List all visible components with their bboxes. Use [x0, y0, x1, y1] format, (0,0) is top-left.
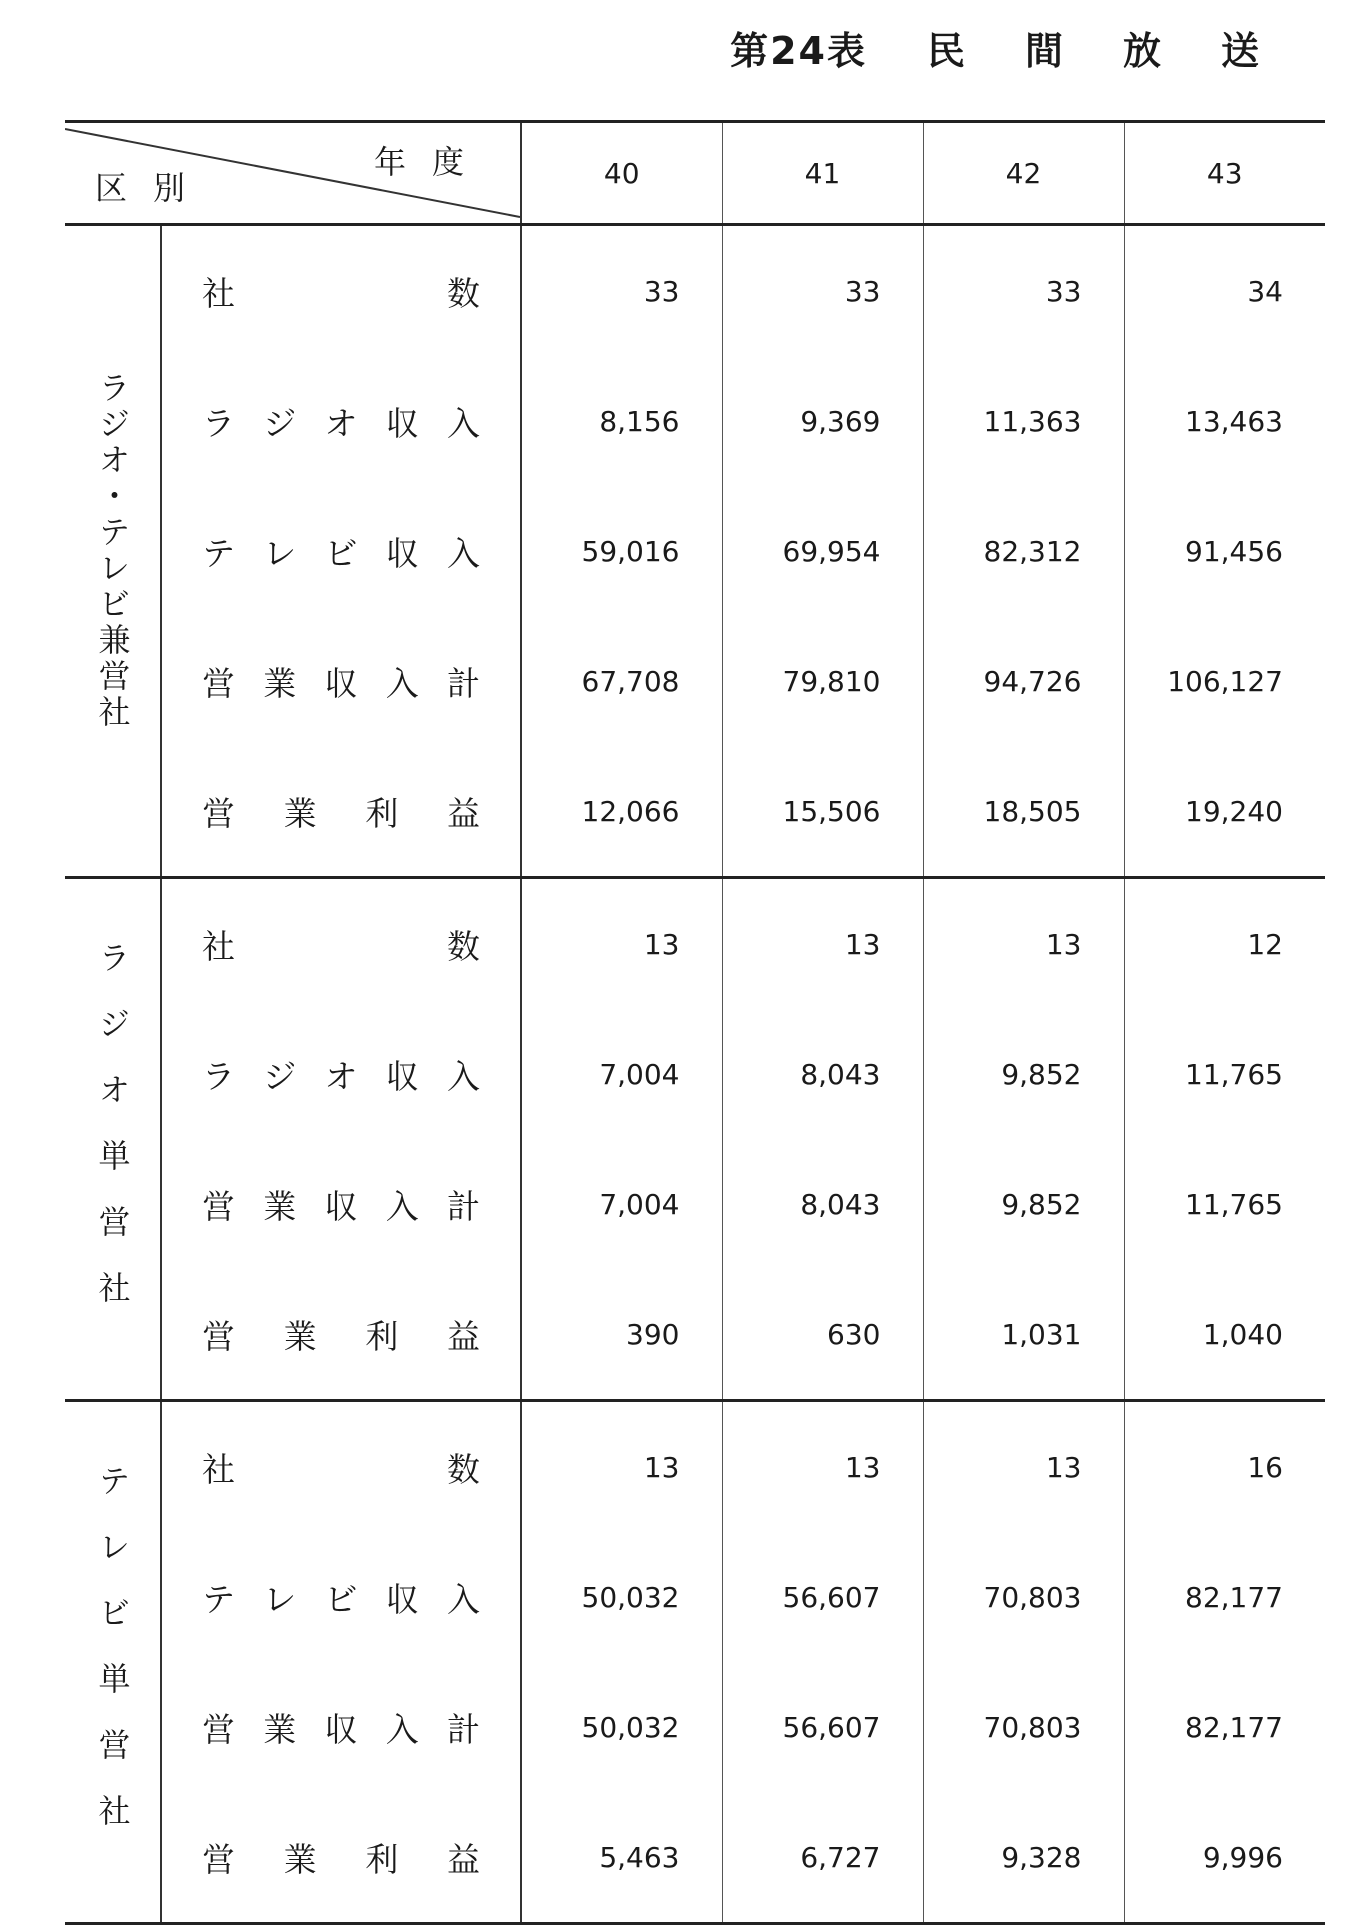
category-header-label: 区別	[95, 169, 212, 207]
row-label-char: レ	[263, 1579, 297, 1619]
year-42: 42	[923, 122, 1124, 225]
row-label-char: オ	[324, 403, 358, 443]
row-label-char: 益	[446, 793, 480, 833]
value-cell: 9,328	[923, 1792, 1124, 1924]
value-cell: 70,803	[923, 1662, 1124, 1792]
row-label-char: 数	[447, 1449, 480, 1489]
row-label	[161, 486, 521, 616]
row-label-char: 業	[283, 1839, 317, 1879]
value-cell: 12,066	[521, 746, 722, 878]
corner-header	[65, 122, 521, 225]
value-cell: 5,463	[521, 1792, 722, 1924]
value-cell: 19,240	[1124, 746, 1325, 878]
value-cell: 8,043	[722, 1139, 923, 1269]
value-cell: 33	[521, 225, 722, 357]
row-label-char: ビ	[324, 533, 358, 573]
row-label-char: 社	[202, 273, 235, 313]
row-label-char: 入	[385, 1709, 419, 1749]
row-label-char: オ	[324, 1056, 358, 1096]
row-label-char: 営	[202, 663, 235, 703]
row-label-char: ラ	[202, 403, 235, 443]
row-label	[161, 878, 521, 1010]
row-label-char: 益	[446, 1839, 480, 1879]
value-cell: 16	[1247, 1450, 1283, 1484]
value-cell: 50,032	[521, 1532, 722, 1662]
value-cell: 94,726	[923, 616, 1124, 746]
row-label-char: 数	[447, 273, 480, 313]
value-cell: 13	[923, 878, 1124, 1010]
value-cell: 13	[521, 1401, 722, 1533]
row-label-char: 営	[202, 1709, 235, 1749]
row-label-char: 収	[385, 533, 419, 573]
row-label-char: 収	[385, 403, 419, 443]
value-cell: 34	[1247, 274, 1283, 308]
value-cell: 56,607	[722, 1662, 923, 1792]
value-cell: 7,004	[521, 1009, 722, 1139]
row-label-char: 収	[324, 663, 358, 703]
row-label-char: テ	[202, 1579, 235, 1619]
row-label-char: 計	[447, 663, 480, 703]
row-label	[161, 1401, 521, 1533]
row-label-char: 利	[365, 793, 399, 833]
row-label-char: 収	[385, 1579, 419, 1619]
year-43: 43	[1124, 122, 1325, 225]
row-label	[161, 616, 521, 746]
row-label-char: 営	[202, 793, 235, 833]
value-cell: 79,810	[722, 616, 923, 746]
value-cell: 18,505	[923, 746, 1124, 878]
value-cell: 13	[923, 1401, 1124, 1533]
table-row	[65, 1401, 1325, 1533]
value-cell: 13	[521, 878, 722, 1010]
row-label-char: 業	[263, 1186, 297, 1226]
value-cell: 13	[722, 1401, 923, 1533]
table-row	[65, 1139, 1325, 1269]
row-label	[161, 225, 521, 357]
value-cell: 106,127	[1167, 664, 1283, 698]
table-row	[65, 746, 1325, 878]
value-cell: 69,954	[722, 486, 923, 616]
table-number: 第24表	[730, 29, 867, 73]
row-label-char: 業	[263, 1709, 297, 1749]
value-cell: 50,032	[521, 1662, 722, 1792]
table-row	[65, 616, 1325, 746]
value-cell: 82,177	[1185, 1710, 1283, 1744]
table-row	[65, 1269, 1325, 1401]
value-cell: 67,708	[521, 616, 722, 746]
row-label-char: ジ	[263, 403, 297, 443]
row-label-char: 業	[283, 793, 317, 833]
row-label-char: 営	[202, 1186, 235, 1226]
row-label-char: 入	[447, 1579, 480, 1619]
value-cell: 1,031	[923, 1269, 1124, 1401]
row-label-char: ジ	[263, 1056, 297, 1096]
value-cell: 11,363	[923, 356, 1124, 486]
value-cell: 82,312	[923, 486, 1124, 616]
value-cell: 56,607	[722, 1532, 923, 1662]
value-cell: 33	[923, 225, 1124, 357]
table-row	[65, 878, 1325, 1010]
group-label: テレビ単営社	[65, 1401, 161, 1924]
value-cell: 630	[722, 1269, 923, 1401]
row-label-char: 入	[385, 1186, 419, 1226]
value-cell: 13	[722, 878, 923, 1010]
value-cell: 33	[722, 225, 923, 357]
row-label-char: 数	[447, 926, 480, 966]
row-label-char: レ	[263, 533, 297, 573]
table-row	[65, 1532, 1325, 1662]
value-cell: 9,996	[1124, 1792, 1325, 1924]
row-label-char: 入	[385, 663, 419, 703]
value-cell: 9,852	[923, 1139, 1124, 1269]
year-header-label: 年度	[373, 143, 490, 181]
row-label	[161, 1269, 521, 1401]
broadcast-table	[65, 120, 1325, 1925]
value-cell: 59,016	[521, 486, 722, 616]
value-cell: 9,852	[923, 1009, 1124, 1139]
row-label-char: 利	[365, 1839, 399, 1879]
value-cell: 7,004	[521, 1139, 722, 1269]
group-label: ラジオ・テレビ兼営社	[65, 225, 161, 878]
value-cell: 11,765	[1185, 1057, 1283, 1091]
table-row	[65, 1662, 1325, 1792]
row-label-char: 収	[385, 1056, 419, 1096]
value-cell: 9,369	[722, 356, 923, 486]
row-label-char: テ	[202, 533, 235, 573]
year-40: 40	[521, 122, 722, 225]
row-label-char: 収	[324, 1709, 358, 1749]
row-label-char: 入	[447, 533, 480, 573]
row-label-char: 社	[202, 1449, 235, 1489]
row-label	[161, 356, 521, 486]
row-label	[161, 1139, 521, 1269]
row-label	[161, 1532, 521, 1662]
row-label-char: 利	[365, 1316, 399, 1356]
table-row	[65, 486, 1325, 616]
row-label-char: 社	[202, 926, 235, 966]
table-row	[65, 225, 1325, 357]
year-41: 41	[722, 122, 923, 225]
row-label-char: 入	[447, 1056, 480, 1096]
value-cell: 91,456	[1185, 534, 1283, 568]
row-label	[161, 1662, 521, 1792]
row-label-char: 収	[324, 1186, 358, 1226]
value-cell: 13,463	[1185, 404, 1283, 438]
row-label-char: 入	[447, 403, 480, 443]
row-label-char: 計	[447, 1186, 480, 1226]
value-cell: 15,506	[722, 746, 923, 878]
value-cell: 8,156	[521, 356, 722, 486]
value-cell: 70,803	[923, 1532, 1124, 1662]
row-label-char: ビ	[324, 1579, 358, 1619]
group-label: ラジオ単営社	[65, 878, 161, 1401]
table-row	[65, 1009, 1325, 1139]
row-label-char: ラ	[202, 1056, 235, 1096]
value-cell: 1,040	[1124, 1269, 1325, 1401]
row-label	[161, 746, 521, 878]
value-cell: 12	[1247, 927, 1283, 961]
table-name: 民間放送	[926, 28, 1319, 73]
header-row	[65, 122, 1325, 225]
row-label	[161, 1792, 521, 1924]
row-label-char: 業	[283, 1316, 317, 1356]
table-row	[65, 356, 1325, 486]
value-cell: 390	[521, 1269, 722, 1401]
value-cell: 82,177	[1185, 1580, 1283, 1614]
value-cell: 11,765	[1185, 1187, 1283, 1221]
row-label-char: 計	[447, 1709, 480, 1749]
table-row	[65, 1792, 1325, 1924]
row-label-char: 営	[202, 1839, 235, 1879]
row-label-char: 営	[202, 1316, 235, 1356]
value-cell: 6,727	[722, 1792, 923, 1924]
row-label-char: 業	[263, 663, 297, 703]
value-cell: 8,043	[722, 1009, 923, 1139]
row-label	[161, 1009, 521, 1139]
row-label-char: 益	[446, 1316, 480, 1356]
table-title	[730, 20, 1319, 75]
